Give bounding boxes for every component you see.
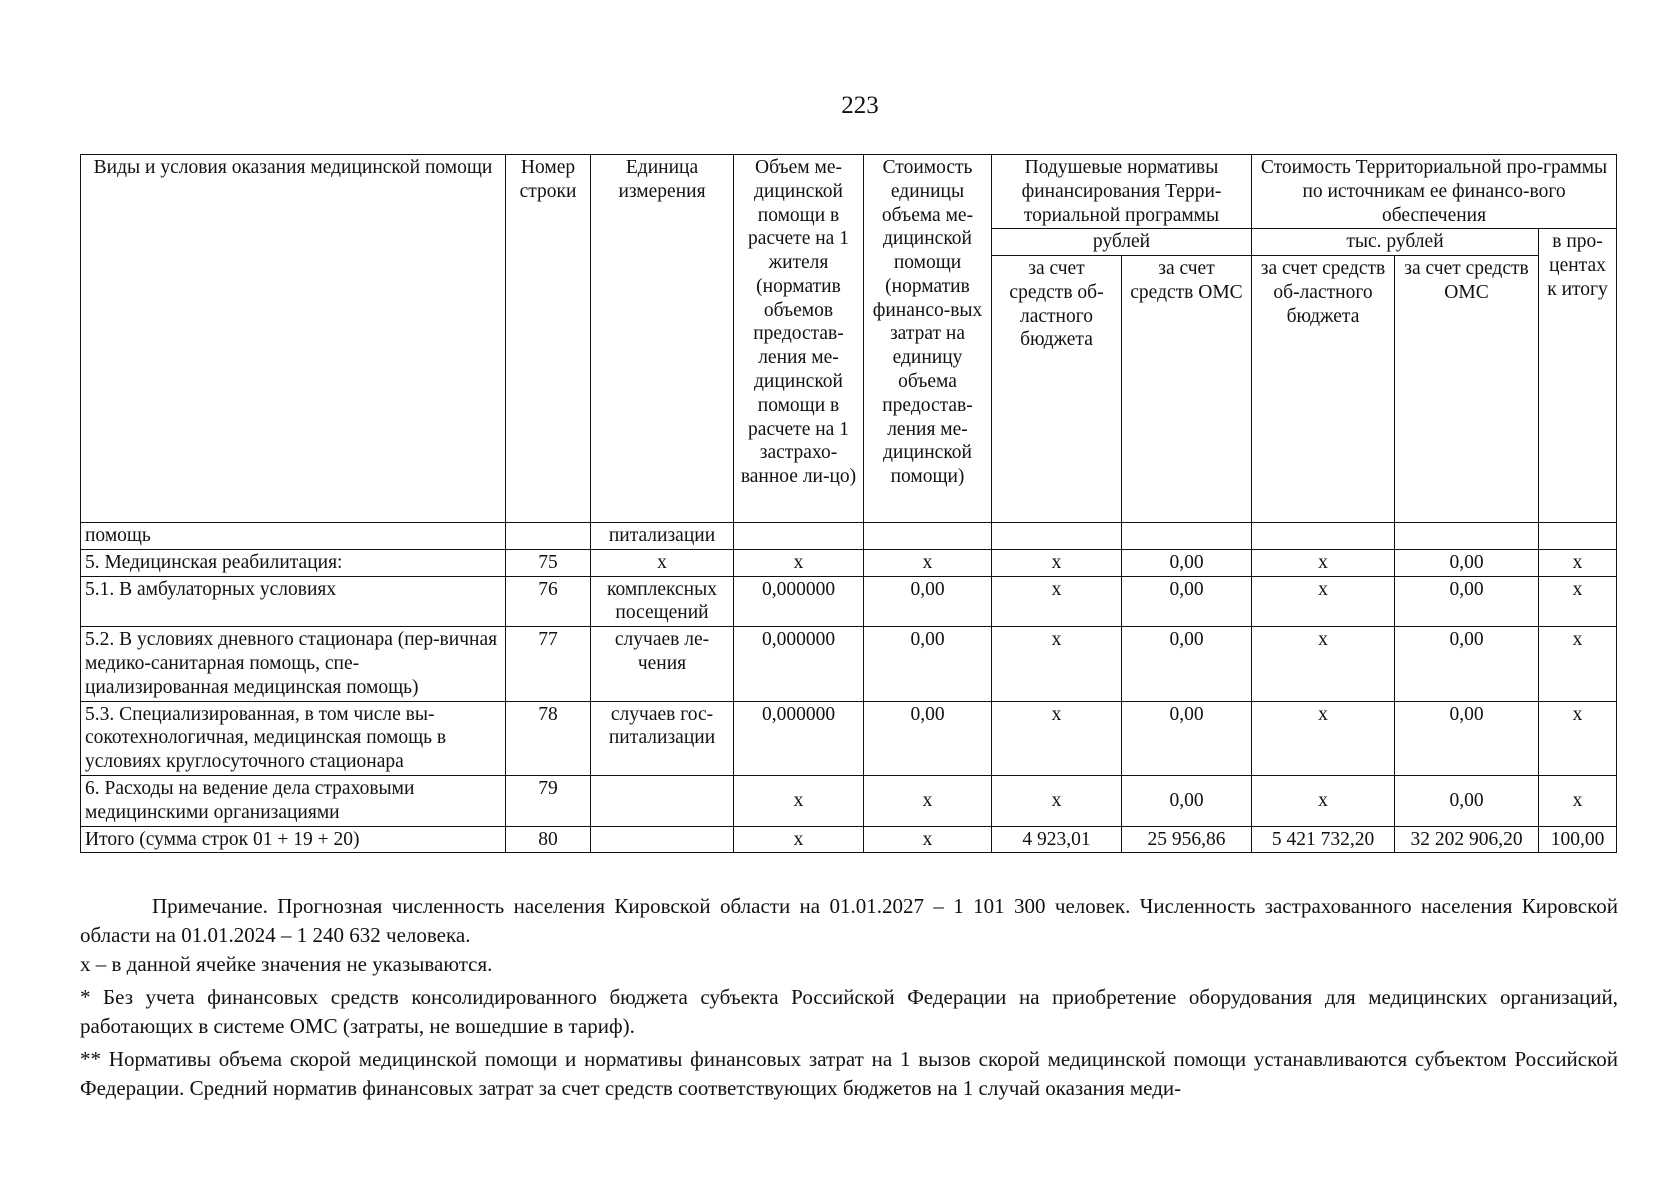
cell-cost: 0,00 — [864, 576, 992, 627]
cell-pc-oms — [1122, 523, 1252, 550]
cell-tc-regional: x — [1252, 549, 1395, 576]
cell-row: 80 — [506, 826, 591, 853]
table-row — [81, 627, 1617, 701]
note-x-legend: x – в данной ячейке значения не указываются. — [80, 951, 493, 976]
cell-tc-regional — [1252, 523, 1395, 550]
note-footnote-double-star: ** Нормативы объема скорой медицинской помощи и нормативы финансовых затрат на 1 вызов скорой медицинской помощи устанавливаются субъектом Российской Федерации. Средний норматив финансовых затрат за счет средств соответствующих бюджетов на 1 случай оказания меди- — [80, 1046, 1618, 1100]
note-population: Примечание. Прогнозная численность населения Кировской области на 01.01.2027 – 1 101 300 человек. Численность застрахованного населения Кировской области на 01.01.2024 – 1 240 632 человека. — [80, 894, 1618, 947]
cell-tc-oms: 0,00 — [1395, 549, 1539, 576]
cell-pc-oms: 0,00 — [1122, 775, 1252, 826]
cell-percent: 100,00 — [1539, 826, 1617, 853]
header-volume: Объем ме-дицинской помощи в расчете на 1 жителя (норматив объемов предостав-ления ме-дицинской помощи в расчете на 1 застрахо-ванное ли-цо) — [734, 155, 864, 523]
header-type: Виды и условия оказания медицинской помощи — [81, 155, 506, 523]
cell-pc-regional — [992, 523, 1122, 550]
cell-name: 5.3. Специализированная, в том числе вы-сокотехнологичная, медицинская помощь в условиях круглосуточного стационара — [81, 701, 506, 775]
cell-name: 5. Медицинская реабилитация: — [81, 549, 506, 576]
cell-percent: x — [1539, 701, 1617, 775]
cell-volume: x — [734, 826, 864, 853]
financing-table — [80, 154, 1617, 853]
cell-name: Итого (сумма строк 01 + 19 + 20) — [81, 826, 506, 853]
cell-tc-oms: 32 202 906,20 — [1395, 826, 1539, 853]
cell-row: 77 — [506, 627, 591, 701]
header-pc-regional: за счет средств об-ластного бюджета — [992, 256, 1122, 523]
note-footnote-star: * Без учета финансовых средств консолидированного бюджета субъекта Российской Федерации на приобретение оборудования для медицинских организаций, работающих в системе ОМС (затраты, не вошедшие в тариф). — [80, 984, 1618, 1038]
cell-volume — [734, 523, 864, 550]
header-row-number: Номер строки — [506, 155, 591, 523]
cell-cost: 0,00 — [864, 627, 992, 701]
cell-tc-regional: x — [1252, 627, 1395, 701]
table-row — [81, 775, 1617, 826]
cell-cost: x — [864, 549, 992, 576]
cell-percent: x — [1539, 576, 1617, 627]
header-unit-rubles: рублей — [992, 229, 1252, 256]
cell-unit: случаев ле-чения — [591, 627, 734, 701]
cell-pc-regional: x — [992, 627, 1122, 701]
notes-section — [80, 892, 1618, 1103]
cell-row: 76 — [506, 576, 591, 627]
cell-percent — [1539, 523, 1617, 550]
cell-row: 75 — [506, 549, 591, 576]
cell-tc-regional: x — [1252, 775, 1395, 826]
cell-percent: x — [1539, 775, 1617, 826]
cell-tc-regional: x — [1252, 576, 1395, 627]
table-row — [81, 523, 1617, 550]
header-program-cost-group: Стоимость Территориальной про-граммы по источникам ее финансо-вого обеспечения — [1252, 155, 1617, 229]
table-row-total — [81, 826, 1617, 853]
cell-pc-oms: 0,00 — [1122, 701, 1252, 775]
header-cost: Стоимость единицы объема ме-дицинской помощи (норматив финансо-вых затрат на единицу объема предостав-ления ме-дицинской помощи) — [864, 155, 992, 523]
cell-row: 78 — [506, 701, 591, 775]
header-percent: в про-центах к итогу — [1539, 229, 1617, 523]
cell-pc-oms: 25 956,86 — [1122, 826, 1252, 853]
cell-cost: 0,00 — [864, 701, 992, 775]
cell-percent: x — [1539, 627, 1617, 701]
cell-cost: x — [864, 775, 992, 826]
cell-pc-oms: 0,00 — [1122, 627, 1252, 701]
cell-pc-regional: 4 923,01 — [992, 826, 1122, 853]
header-tc-oms: за счет средств ОМС — [1395, 256, 1539, 523]
table-row — [81, 701, 1617, 775]
header-unit: Единица измерения — [591, 155, 734, 523]
cell-name: 6. Расходы на ведение дела страховыми медицинскими организациями — [81, 775, 506, 826]
page-number: 223 — [841, 92, 879, 119]
header-per-capita-group: Подушевые нормативы финансирования Терри-ториальной программы — [992, 155, 1252, 229]
cell-unit: питализации — [591, 523, 734, 550]
header-pc-oms: за счет средств ОМС — [1122, 256, 1252, 523]
cell-pc-regional: x — [992, 549, 1122, 576]
cell-volume: 0,000000 — [734, 576, 864, 627]
cell-percent: x — [1539, 549, 1617, 576]
cell-volume: 0,000000 — [734, 701, 864, 775]
cell-name: 5.2. В условиях дневного стационара (пер-вичная медико-санитарная помощь, спе-циализированная медицинская помощь) — [81, 627, 506, 701]
cell-name: помощь — [81, 523, 506, 550]
cell-tc-regional: x — [1252, 701, 1395, 775]
cell-unit — [591, 826, 734, 853]
cell-volume: 0,000000 — [734, 627, 864, 701]
cell-volume: x — [734, 775, 864, 826]
cell-tc-oms: 0,00 — [1395, 576, 1539, 627]
cell-pc-regional: x — [992, 576, 1122, 627]
cell-tc-regional: 5 421 732,20 — [1252, 826, 1395, 853]
header-tc-regional: за счет средств об-ластного бюджета — [1252, 256, 1395, 523]
cell-unit — [591, 775, 734, 826]
cell-pc-oms: 0,00 — [1122, 549, 1252, 576]
cell-unit: случаев гос-питализации — [591, 701, 734, 775]
cell-row — [506, 523, 591, 550]
cell-tc-oms: 0,00 — [1395, 701, 1539, 775]
cell-tc-oms: 0,00 — [1395, 627, 1539, 701]
cell-unit: комплексных посещений — [591, 576, 734, 627]
cell-cost: x — [864, 826, 992, 853]
cell-pc-regional: x — [992, 775, 1122, 826]
table-row — [81, 576, 1617, 627]
table-row — [81, 549, 1617, 576]
cell-pc-oms: 0,00 — [1122, 576, 1252, 627]
header-row-1 — [81, 155, 1617, 229]
header-unit-thousand-rubles: тыс. рублей — [1252, 229, 1539, 256]
cell-tc-oms: 0,00 — [1395, 775, 1539, 826]
cell-pc-regional: x — [992, 701, 1122, 775]
cell-name: 5.1. В амбулаторных условиях — [81, 576, 506, 627]
cell-row: 79 — [506, 775, 591, 826]
cell-tc-oms — [1395, 523, 1539, 550]
cell-volume: x — [734, 549, 864, 576]
cell-unit: x — [591, 549, 734, 576]
cell-cost — [864, 523, 992, 550]
